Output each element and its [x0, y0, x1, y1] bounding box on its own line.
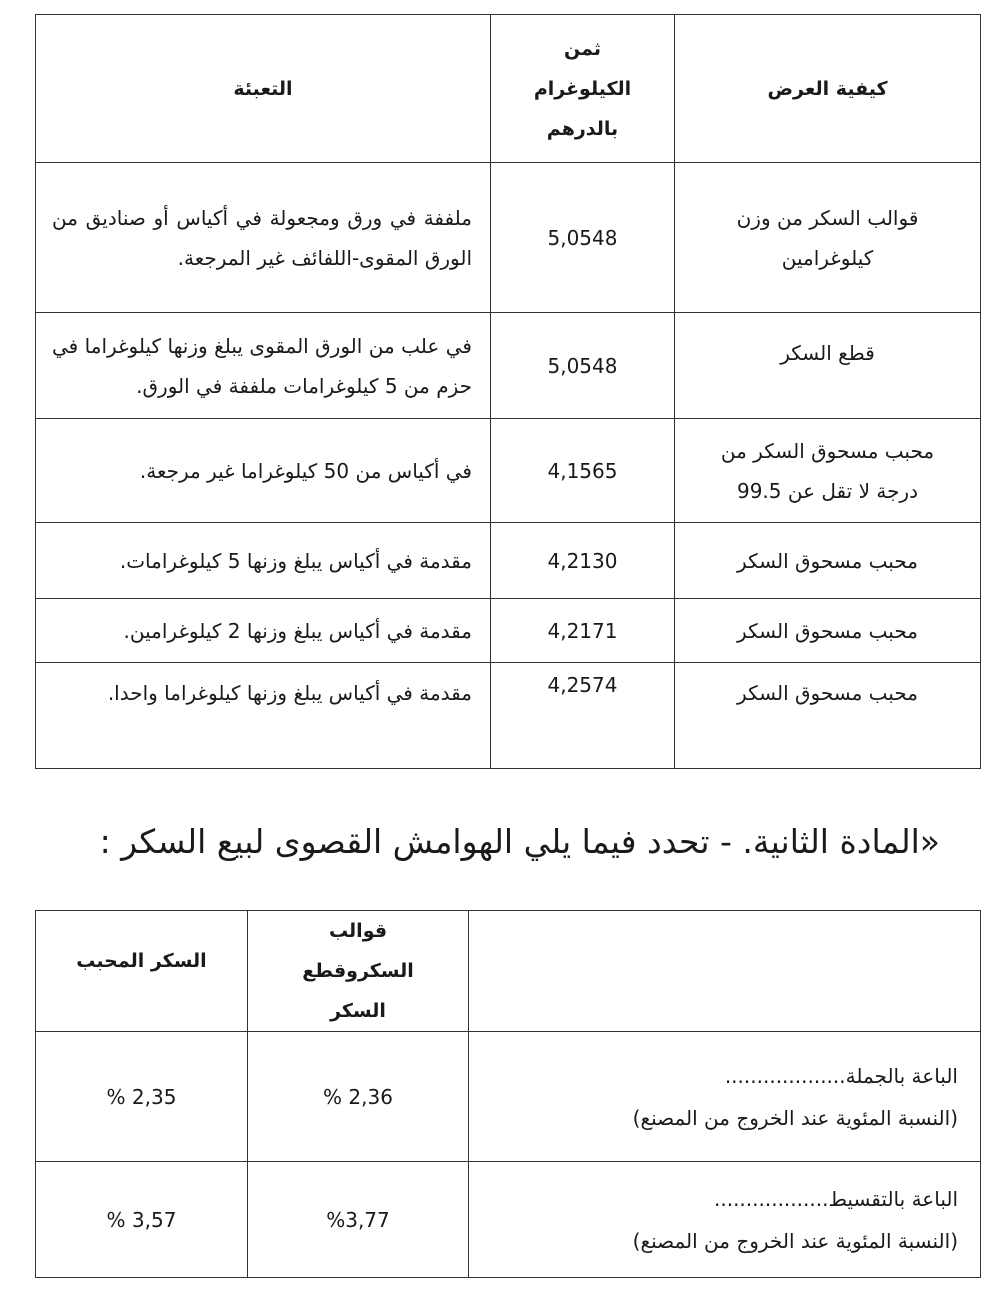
packaging-cell: مقدمة في أكياس يبلغ وزنها 5 كيلوغرامات. [36, 523, 491, 599]
header-price-text: ثمن الكيلوغرام بالدرهم [533, 37, 632, 140]
header-display: كيفية العرض [675, 15, 981, 163]
dots-leader: ................... [724, 1063, 846, 1088]
header-molds-text: قوالب السكروقطع السكر [302, 920, 414, 1022]
table-header-row [36, 15, 981, 163]
header-molds [248, 911, 469, 1032]
display-cell: محبب مسحوق السكر [675, 663, 981, 769]
cubed-value-text: % 2,35 [106, 1084, 177, 1109]
seller-label-line [469, 1055, 958, 1097]
price-table [35, 14, 981, 769]
seller-label-cell [469, 1162, 981, 1278]
packaging-cell: ملففة في ورق ومجعولة في أكياس أو صناديق من الورق المقوى-اللفائف غير المرجعة. [36, 163, 491, 313]
table-row [36, 663, 981, 769]
price-cell: 4,2130 [491, 523, 675, 599]
packaging-cell: مقدمة في أكياس يبلغ وزنها كيلوغراما واحدا. [36, 663, 491, 769]
display-cell [675, 163, 981, 313]
seller-label: الباعة بالجملة [845, 1063, 958, 1088]
display-cell: محبب مسحوق السكر [675, 599, 981, 663]
table-row [36, 1032, 981, 1162]
seller-label-cell [469, 1032, 981, 1162]
display-text: محبب مسحوق السكر من درجة لا تقل عن 99.5 [720, 438, 935, 503]
table-row [36, 313, 981, 419]
header-empty [469, 911, 981, 1032]
price-cell: 4,2171 [491, 599, 675, 663]
price-cell: 5,0548 [491, 163, 675, 313]
packaging-cell: في أكياس من 50 كيلوغراما غير مرجعة. [36, 419, 491, 523]
cubed-value [36, 1032, 248, 1162]
molds-value [248, 1162, 469, 1278]
table-row [36, 599, 981, 663]
seller-label: الباعة بالتقسيط [828, 1186, 958, 1211]
header-cubed: السكر المحبب [36, 911, 248, 1032]
table-row [36, 1162, 981, 1278]
dots-leader: .................. [714, 1186, 829, 1211]
molds-value-text: % 2,36 [323, 1084, 393, 1109]
molds-value [248, 1032, 469, 1162]
packaging-cell: مقدمة في أكياس يبلغ وزنها 2 كيلوغرامين. [36, 599, 491, 663]
cubed-value [36, 1162, 248, 1278]
seller-label-line [469, 1178, 958, 1220]
display-cell: محبب مسحوق السكر [675, 523, 981, 599]
seller-note: (النسبة المئوية عند الخروج من المصنع) [632, 1228, 958, 1253]
packaging-cell: في علب من الورق المقوى يبلغ وزنها كيلوغراما في حزم من 5 كيلوغرامات ملففة في الورق. [36, 313, 491, 419]
header-packaging: التعبئة [36, 15, 491, 163]
margins-table [35, 910, 981, 1278]
table-row [36, 419, 981, 523]
article-heading: «المادة الثانية. - تحدد فيما يلي الهوامش القصوى لبيع السكر : [99, 822, 940, 861]
price-cell: 4,1565 [491, 419, 675, 523]
molds-value-text: %3,77 [326, 1207, 390, 1232]
table-row [36, 163, 981, 313]
table-header-row [36, 911, 981, 1032]
display-cell: قطع السكر [675, 313, 981, 419]
price-cell: 5,0548 [491, 313, 675, 419]
cubed-value-text: % 3,57 [106, 1207, 177, 1232]
header-price [491, 15, 675, 163]
table-row [36, 523, 981, 599]
price-cell: 4,2574 [491, 663, 675, 769]
display-cell [675, 419, 981, 523]
display-text: قوالب السكر من وزن كيلوغرامين [736, 205, 919, 270]
seller-note: (النسبة المئوية عند الخروج من المصنع) [632, 1105, 958, 1130]
